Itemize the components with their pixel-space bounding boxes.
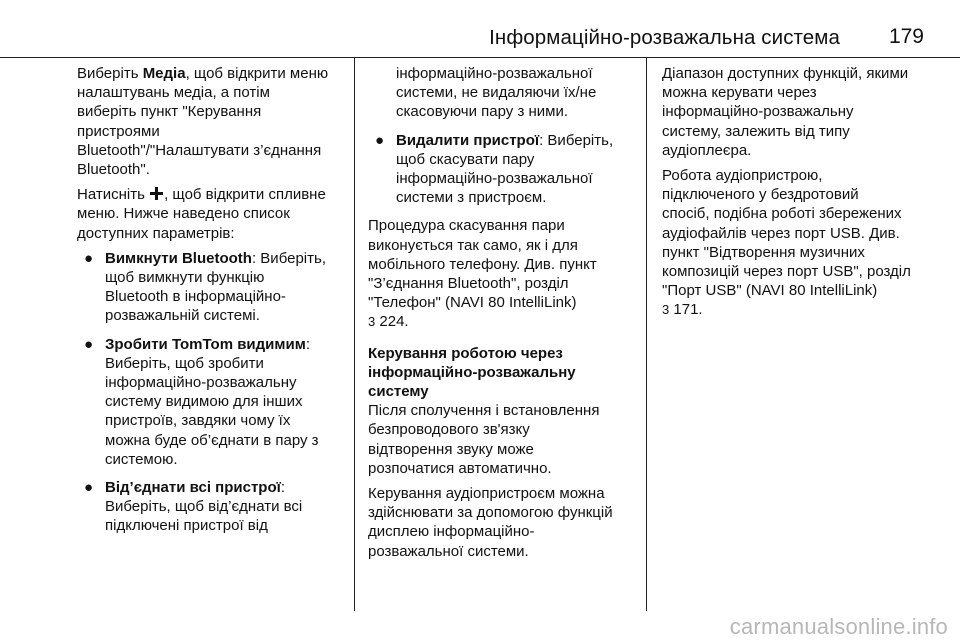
paragraph-function-range [662, 64, 934, 160]
text-line: скасовуючи пару з ними. [396, 103, 569, 121]
paragraph-unpair-procedure [368, 216, 640, 331]
text-line: системи з пристроєм. [396, 189, 547, 207]
text-line: систему, залежить від типу [662, 122, 850, 140]
text-line: інформаційно-розважальної [396, 65, 593, 82]
text-line: підключені пристрої від [105, 517, 268, 535]
page-reference-icon: 3 [368, 314, 376, 330]
text-line: Після сполучення і встановлення [368, 402, 600, 420]
option-title: Зробити TomTom видимим [105, 335, 306, 353]
text-line: Натисніть , щоб відкрити спливне [77, 186, 326, 204]
text-line: безпроводового зв'язку [368, 421, 530, 439]
bullet-dot-icon: ● [375, 131, 385, 149]
text-line: виберіть пункт "Керування [77, 103, 262, 121]
media-menu-term: Медіа [142, 65, 186, 82]
section-heading: Керування роботою через інформаційно-розважальну систему [368, 344, 576, 401]
option-title: Вимкнути Bluetooth [105, 249, 252, 267]
text-line: щоб скасувати пару [396, 150, 535, 168]
text-line: Bluetooth в інформаційно- [105, 288, 286, 306]
paragraph-after-pairing [368, 401, 640, 478]
text-line: Bluetooth"/"Налаштувати з’єднання [77, 141, 322, 159]
column-divider-1 [354, 58, 355, 611]
paragraph-wireless-audio [662, 166, 934, 320]
text-line: пристроїв, завдяки чому їх [105, 412, 291, 430]
text-line: інформаційно-розважальної [396, 170, 593, 188]
bullet-disconnect-all: ● Від’єднати всі пристрої: Виберіть, щоб від’єднати всі підключені пристрої від [77, 478, 345, 536]
text-line: пристроями [77, 122, 160, 140]
text-line: систему видимою для інших [105, 393, 303, 411]
text-line: Керування аудіопристроєм можна [368, 485, 605, 503]
bullet-dot-icon: ● [84, 335, 94, 353]
text-line: розважальній системі. [105, 307, 260, 325]
text-line: аудіофайлів через порт USB. Див. [662, 224, 900, 242]
text-line: можна буде об’єднати в пару з [105, 431, 319, 449]
text-line: мобільного телефону. Див. пункт [368, 255, 597, 273]
option-title: Видалити пристрої [396, 131, 540, 149]
text-line: Виберіть, щоб зробити [105, 354, 264, 372]
column-3 [662, 64, 934, 326]
text-line: інформаційно-розважальну [662, 103, 854, 121]
page-number: 179 [888, 25, 924, 48]
paragraph-press-plus [77, 185, 345, 243]
text-line: "З’єднання Bluetooth", розділ [368, 275, 569, 293]
bullet-continuation [368, 64, 640, 122]
text-line: інформаційно-розважальну [105, 374, 297, 392]
text-line: меню. Нижче наведено список [77, 205, 290, 223]
text-line: Виберіть, щоб від’єднати всі [105, 498, 303, 516]
text-line: композицій через порт USB", розділ [662, 263, 911, 281]
text-line: можна керувати через [662, 84, 817, 102]
text-line: виконується так само, як і для [368, 236, 578, 254]
text-line: підключеного у бездротовий [662, 186, 859, 204]
text-line: розпочатися автоматично. [368, 459, 552, 477]
page-reference-icon: 3 [662, 302, 670, 318]
text-line: "Телефон" (NAVI 80 IntelliLink) [368, 294, 577, 312]
paragraph-select-media [77, 64, 345, 179]
text-line: спосіб, подібна роботі збережених [662, 205, 902, 223]
text-line: відтворення звуку може [368, 440, 534, 458]
paragraph-audio-control [368, 484, 640, 561]
plus-icon [150, 187, 163, 200]
text-line: доступних параметрів: [77, 224, 235, 242]
column-1 [77, 64, 345, 545]
column-2 [368, 64, 640, 567]
text-line: системи, не видаляючи їх/не [396, 84, 597, 102]
text-line: аудіоплеєра. [662, 141, 752, 159]
page-reference: 3 224. [368, 313, 409, 331]
page-header [0, 0, 960, 56]
text-line: системою. [105, 450, 178, 468]
text-line: розважальної системи. [368, 542, 529, 560]
text-line: щоб вимкнути функцію [105, 269, 265, 287]
bullet-dot-icon: ● [84, 479, 94, 497]
bullet-remove-devices: ● Видалити пристрої: Виберіть, щоб скасувати пару інформаційно-розважальної системи з пристроєм. [368, 131, 640, 208]
text-line: Виберіть Медіа, щоб відкрити меню [77, 65, 329, 82]
text-line: Робота аудіопристрою, [662, 167, 823, 185]
bullet-disable-bluetooth: ● Вимкнути Bluetooth: Виберіть, щоб вимкнути функцію Bluetooth в інформаційно- розважальній системі. [77, 249, 345, 326]
column-divider-2 [646, 58, 647, 611]
text-line: "Порт USB" (NAVI 80 IntelliLink) [662, 282, 878, 300]
text-line: налаштувань медіа, а потім [77, 84, 270, 102]
text-line: здійснювати за допомогою функцій [368, 504, 613, 522]
option-title: Від’єднати всі пристрої [105, 479, 281, 497]
text-line: дисплею інформаційно- [368, 523, 535, 541]
header-divider [0, 57, 960, 58]
bullet-dot-icon: ● [84, 249, 94, 267]
page-title: Інформаційно-розважальна система [489, 26, 840, 49]
page-reference: 3 171. [662, 301, 703, 319]
watermark: carmanualsonline.info [729, 614, 948, 639]
bullet-make-tomtom-visible: ● Зробити TomTom видимим: Виберіть, щоб зробити інформаційно-розважальну систему видимою для інших пристроїв, завдяки чому їх можна буде об’єднати в пару з системою. [77, 335, 345, 469]
text-line: Bluetooth". [77, 161, 150, 179]
text-line: пункт "Відтворення музичних [662, 243, 865, 261]
text-line: Процедура скасування пари [368, 217, 565, 235]
text-line: Діапазон доступних функцій, якими [662, 65, 909, 82]
